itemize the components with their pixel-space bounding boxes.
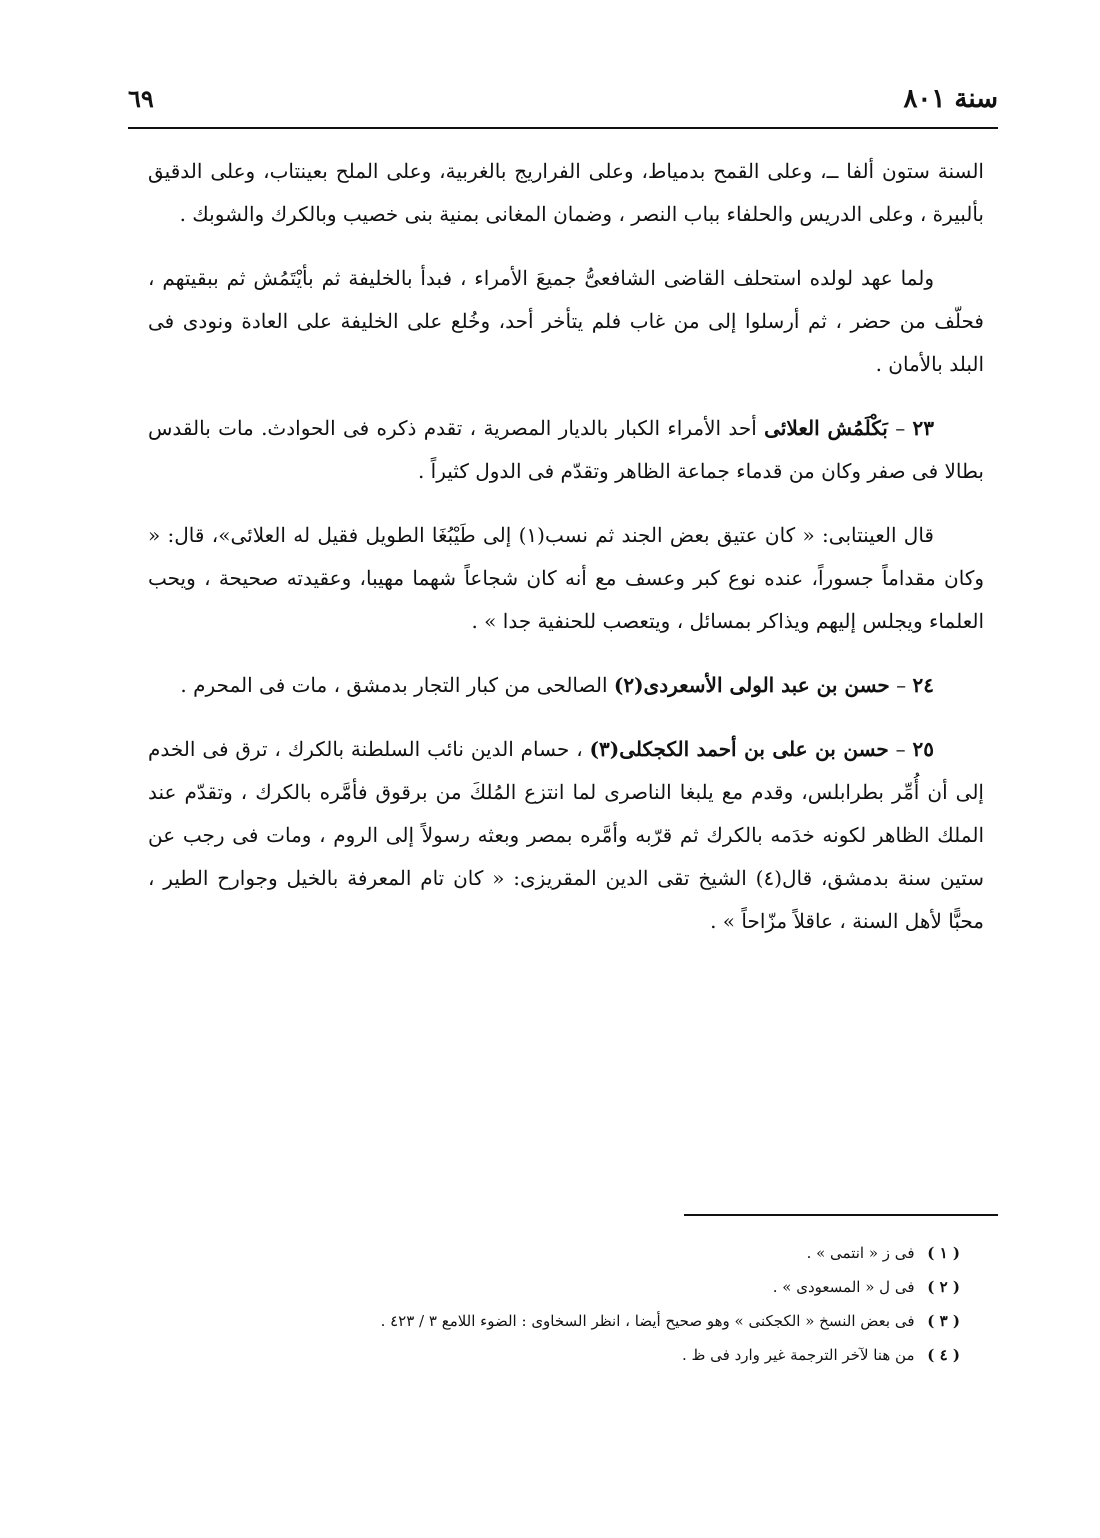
footnote-number: ( ٤ ) <box>927 1346 960 1364</box>
footnote-rule <box>684 1214 998 1216</box>
page-header <box>128 80 998 126</box>
footnote-text: فى ل « المسعودى » . <box>772 1278 915 1296</box>
main-text <box>148 150 984 964</box>
footnote-number: ( ٣ ) <box>927 1312 960 1330</box>
footnote <box>148 1338 960 1372</box>
bio-entry-25 <box>148 728 984 943</box>
footnote <box>148 1270 960 1304</box>
bio-text: الصالحى من كبار التجار بدمشق ، مات فى المحرم . <box>180 673 608 697</box>
paragraph: السنة ستون ألفا ــ، وعلى القمح بدمياط، وعلى الفراريج بالغربية، وعلى الملح بعينتاب، وعلى الدقيق بألبيرة ، وعلى الدريس والحلفاء بباب النصر ، وضمان المغانى بمنية بنى خصيب وبالكرك والشوبك . <box>148 159 984 226</box>
bio-dash: – <box>888 737 906 761</box>
footnote <box>148 1236 960 1270</box>
bio-name: بَكْلَمُش العلائى <box>764 416 888 440</box>
quote-paragraph: قال العينتابى: « كان عتيق بعض الجند ثم نسب(١) إلى طَيْبُغَا الطويل فقيل له العلائى»، قال: « وكان مقداماً جسوراً، عنده نوع كبر وعسف مع أنه كان شجاعاً شهما مهيبا، وعقيدته صحيحة ، ويحب العلماء ويجلس إليهم ويذاكر بمسائل ، ويتعصب للحنفية جدا » . <box>148 523 984 633</box>
paragraph: ولما عهد لولده استحلف القاضى الشافعىُّ جميعَ الأمراء ، فبدأ بالخليفة ثم بأيْتَمُش ثم ببقيتهم ، فحلّف من حضر ، ثم أرسلوا إلى من غاب فلم يتأخر أحد، وخُلع على الخليفة على العادة ونودى فى البلد بالأمان . <box>148 266 984 376</box>
footnote-number: ( ٢ ) <box>927 1278 960 1296</box>
page-number: ٦٩ <box>128 84 154 113</box>
bio-dash: – <box>889 673 907 697</box>
bio-name: حسن بن عبد الولى الأسعردى(٢) <box>613 673 890 697</box>
bio-entry-24 <box>148 664 984 707</box>
bio-name: حسن بن على بن أحمد الكجكلى(٣) <box>589 737 889 761</box>
header-rule <box>128 127 998 129</box>
footnote-text: من هنا لآخر الترجمة غير وارد فى ظ . <box>681 1346 915 1364</box>
bio-text: ، حسام الدين نائب السلطنة بالكرك ، ترق فى الخدم إلى أن أُمِّر بطرابلس، وقدم مع يلبغا الناصرى لما انتزع المُلكَ من برقوق فأمَّره بالكرك ، وتقدّم عند الملك الظاهر لكونه خدَمه بالكرك ثم قرّبه وأمَّره بمصر وبعثه رسولاً إلى الروم ، ومات فى رجب عن ستين سنة بدمشق، قال(٤) الشيخ تقى الدين المقريزى: « كان تام المعرفة بالخيل وجوارح الطير ، محبًّا لأهل السنة ، عاقلاً مزّاحاً » . <box>148 737 984 933</box>
footnote-text: فى ز « انتمى » . <box>806 1244 915 1262</box>
bio-text: أحد الأمراء الكبار بالديار المصرية ، تقدم ذكره فى الحوادث. مات بالقدس بطالا فى صفر وكان من قدماء جماعة الظاهر وتقدّم فى الدول كثيراً . <box>148 416 984 483</box>
bio-number: ٢٥ <box>912 737 935 761</box>
bio-number: ٢٣ <box>912 416 935 440</box>
bio-dash: – <box>887 416 906 440</box>
footnote-number: ( ١ ) <box>927 1244 960 1262</box>
bio-entry-23 <box>148 407 984 493</box>
footnote <box>148 1304 960 1338</box>
footnotes <box>148 1236 960 1372</box>
footnote-text: فى بعض النسخ « الكجكنى » وهو صحيح أيضا ، انظر السخاوى : الضوء اللامع ٣ / ٤٢٣ . <box>380 1312 915 1330</box>
running-head-year: سنة ٨٠١ <box>903 84 998 114</box>
bio-number: ٢٤ <box>912 673 934 697</box>
